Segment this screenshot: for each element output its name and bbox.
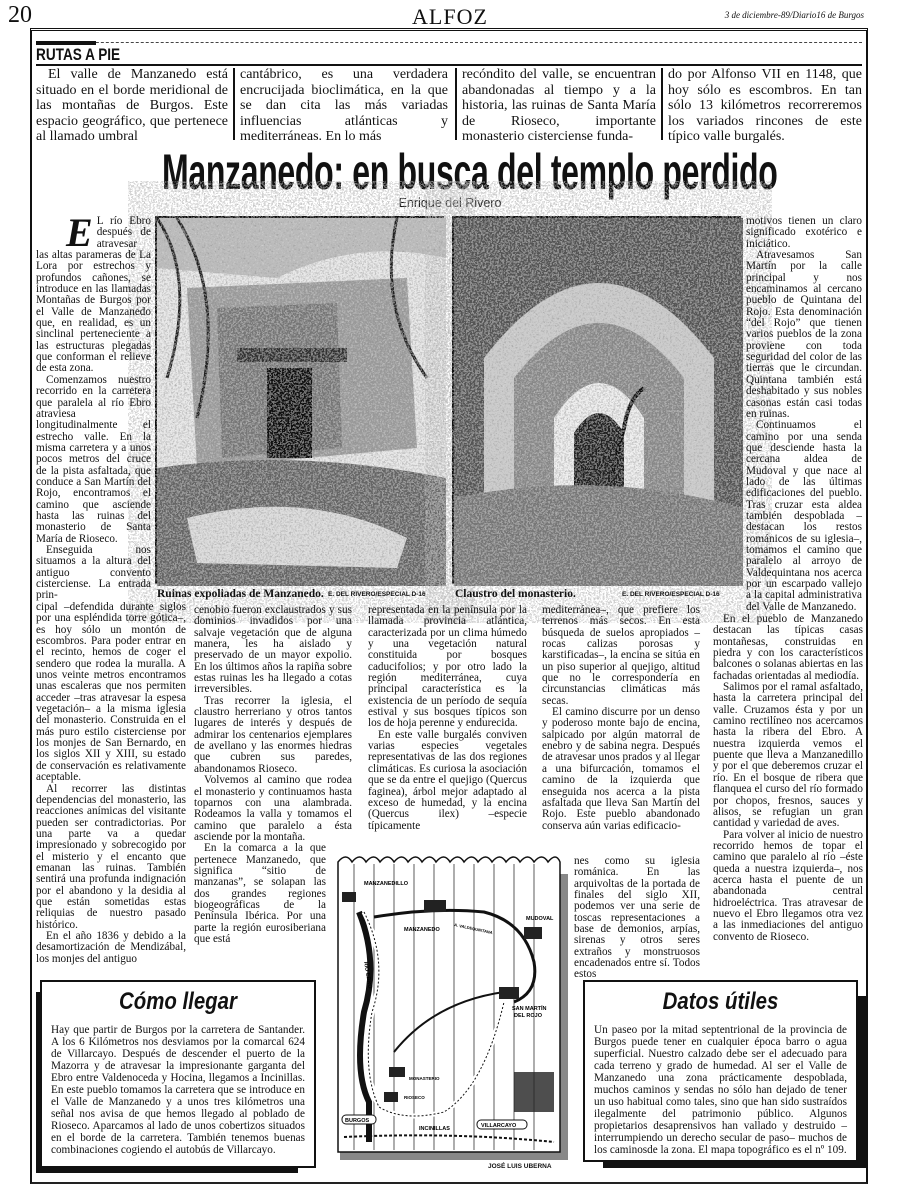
photo-ruins-manzanedo — [155, 216, 444, 584]
map-label: INCINILLAS — [419, 1126, 450, 1132]
article-col-4-narrow — [574, 855, 700, 981]
photo-credit: E. DEL RIVERO/ESPECIAL D-16 — [622, 591, 720, 598]
article-left-bottom — [36, 602, 186, 974]
paragraph: En el año 1836 y debido a la desamortización de Mendizábal, los monjes del antiguo — [36, 929, 186, 965]
intro-col-4: do por Alfonso VII en 1148, que hoy sólo es escombros. En tan sólo 13 kilómetros recorreremos los variados rincones de este típico valle burgalés. — [668, 67, 862, 145]
headline: Manzanedo: en busca del templo perdido — [162, 144, 778, 200]
paragraph: cenobio fueron exclaustrados y sus dominios invadidos por una salvaje vegetación que de alguna manera, les ha aislado y preservado de un mayor expolio. En los últimos años la rapiña sobre estas ruinas les ha llegado a cotas irreversibles. — [194, 604, 352, 696]
paragraph: Comenzamos nuestro recorrido en la carretera que paralela al río Ebro atraviesa longitudinalmente el estrecho valle. En la misma carretera y a unos pocos metros del cruce de la pista asfaltada, que conduce a San Martín del Rojo, encontramos el camino que asciende hasta las ruinas del monasterio de Santa María de Rioseco. — [36, 373, 151, 545]
paragraph: Atravesamos San Martín por la calle principal y nos encaminamos al cercano pueblo de Quintana del Rojo. Esta denominación “del Rojo” que tienen varios pueblos de la zona proviene con toda seguridad del color de las tierras que le circundan. Quintana también está deshabitado y sus nobles casonas están casi todas en ruinas. — [746, 249, 862, 420]
photo-cloister-image — [454, 218, 743, 586]
byline: Enrique del Rivero — [398, 196, 502, 210]
paragraph: En el pueblo de Manzanedo destacan las típicas casas montañesas, construidas en piedra y con los característicos balcones o solanas abiertas en las fachadas orientadas al mediodía. — [713, 613, 863, 682]
map-label: RÍO EBRO — [362, 961, 373, 990]
paragraph: motivos tienen un claro significado exotérico e iniciático. — [746, 215, 862, 250]
article-col-3 — [368, 605, 527, 855]
paragraph: nes como su iglesia románica. En las arquivoltas de la portada de finales del siglo XII, podemos ver una serie de toscas representaciones a base de demonios, arpías, sirenas y otros seres extraños y monstruosos encadenados entre sí. Todos estos — [574, 855, 700, 981]
map-label: MUDOVAL — [526, 916, 554, 922]
map-label: A. VALDEQUINTANA — [453, 922, 494, 936]
datos-utiles-box — [583, 980, 858, 1162]
map-label: MONASTERIO — [409, 1076, 440, 1081]
paragraph: L río Ebro después de atravesar las altas parameras de La Lora por estrechos y profundos cañones, se introduce en las llamadas Montañas de Burgos por el Valle de Manzanedo que, en realidad, es un sinclinal perteneciente a las estructuras plegadas que conforman el relieve de esta zona. — [36, 215, 151, 375]
paragraph: El camino discurre por un denso y poderoso monte bajo de encina, salpicado por algún matorral de enebro y de sabina negra. Después de atravesar unos prados y al llegar a una bifurcación, tomamos el camino de la izquierda que enseguida nos acerca a la pista asfaltada que lleva San Martín del Rojo. Este pueblo abandonado conserva aún varias edificacio- — [542, 706, 700, 832]
map-credit: JOSÉ LUIS UBERNA — [488, 1163, 552, 1170]
article-col-2 — [194, 605, 352, 975]
route-map — [334, 852, 568, 1162]
kicker-rule — [36, 42, 862, 45]
como-llegar-box — [40, 980, 316, 1168]
article-right-top — [746, 215, 862, 613]
photo-credit: E. DEL RIVERO/ESPECIAL D-16 — [328, 591, 426, 598]
map-label: BURGOS — [345, 1118, 370, 1124]
section-title: ALFOZ — [412, 4, 488, 29]
photo-cloister — [452, 216, 741, 584]
paragraph: En la comarca a la que pertenece Manzanedo, que significa “sitio de manzanas”, se solapan las dos grandes regiones biogeográficas de la Península Ibérica. Por una parte la región eurosiberiana que está — [194, 842, 326, 945]
article-left-top — [36, 210, 151, 602]
page-number: 20 — [8, 2, 32, 28]
paragraph: Al recorrer las distintas dependencias del monasterio, las reacciones anímicas del visitante pueden ser contradictorias. Por una parte va a quedar impresionado y sobrecogido por el misterio y el encanto que emanan las ruinas. También sentirá una profunda indignación por el abandono y la desidia al que están sometidas estas reliquias de nuestro pasado histórico. — [36, 782, 186, 931]
kicker: RUTAS A PIE — [36, 45, 121, 64]
como-llegar-title: Cómo llegar — [119, 988, 237, 1015]
datos-utiles-body: Un paseo por la mitad septentrional de la provincia de Burgos puede tener en cualquier época barro o agua superficial. Nuestro calzado debe ser el adecuado para cada terreno y grado de humedad. Al ser el Valle de Manzanedo una zona prácticamente despoblada, muchos caminos y sendas no sólo han dejado de tener un uso habitual como tales, sino que han sido sustraídos ilegalmente del patrimonio público. Algunos propietarios desaprensivos han vallado y destruido –interrumpiendo un derecho secular de paso– muchos de los caminosde la zona. El mapa topográfico es el nº 109. — [594, 1024, 847, 1156]
paragraph: En este valle burgalés conviven varias especies vegetales representativas de las dos regiones climáticas. Es curiosa la asociación que se da entre el quejigo (Quercus faginea), árbol mejor adaptado al exceso de humedad, y la encina (Quercus ilex) –especie típicamente — [368, 728, 527, 832]
article-right-bottom — [713, 614, 863, 976]
map-label: MANZANEDO — [404, 927, 440, 933]
paragraph: Para volver al inicio de nuestro recorrido hemos de topar el camino que paralelo al río –éste queda a nuestra izquierda–, nos acerca hasta el puente de un abandonada central hidroeléctrica. Tras atravesar de nuevo el Ebro llegamos otra vez a las inmediaciones del antiguo convento de Rioseco. — [713, 828, 863, 943]
datos-utiles-title: Datos útiles — [662, 988, 779, 1015]
map-label: SAN MARTÍN — [512, 1006, 547, 1012]
article-col-4 — [542, 605, 700, 855]
paragraph: mediterránea–, que prefiere los terrenos más secos. En esta búsqueda de suelos apropiados –rocas calizas porosas y karstificadas–, la encina se sitúa en un piso superior al quejigo, altitud que no le correspondería en circunstancias climáticas más secas. — [542, 604, 700, 707]
paragraph: Volvemos al camino que rodea el monasterio y continuamos hasta toparnos con una alambrada. Rodeamos la valla y tomamos el camino que paralelo a ésta asciende por la montaña. — [194, 774, 352, 843]
paragraph: representada en la península por la llamada provincia atlántica, caracterizada por un clima húmedo y una vegetación natural constituida por bosques caducifolios; y por otro lado la región mediterránea, cuya principal característica es la existencia de un período de sequía estival y sus bosques típicos son los de hoja perenne y endurecida. — [368, 604, 527, 730]
map-label: DEL ROJO — [514, 1013, 543, 1019]
paragraph: Continuamos el camino por una senda que desciende hasta la cercana aldea de Mudoval y que nace al lado de las últimas edificaciones del pueblo. Tras cruzar esta aldea también despoblada –destacan los restos románicos de su iglesia–, tomamos el camino que paralelo al arroyo de Valdequintana nos acerca por un escarpado vallejo a la capital administrativa del Valle de Manzanedo. — [746, 419, 862, 613]
intro-col-1: El valle de Manzanedo está situado en el borde meridional de las montañas de Burgos. Este espacio geográfico, que pertenece al llamado umbral — [36, 67, 228, 145]
photo-caption: Ruinas expoliadas de Manzanedo. — [157, 588, 324, 600]
paragraph: cipal –defendida durante siglos por una espléndida torre gótica–, es hoy sólo un montón de escombros. Para poder entrar en el recinto, hemos de coger el sendero que rodea la muralla. A unos veinte metros encontramos unas escaleras que nos permiten acceder –tras atravesar la espesa vegetación– a la misma iglesia del monasterio. Construida en el más puro estilo cisterciense por los monjes de San Bernardo, en los siglos XII y XIII, su estado de conservación es relativamente aceptable. — [36, 601, 186, 784]
photo-caption: Claustro del monasterio. — [455, 588, 576, 600]
como-llegar-body: Hay que partir de Burgos por la carretera de Santander. A los 6 Kilómetros nos desviamos por la comarcal 624 de Villarcayo. Después de descender el puerto de la Mazorra y de atravesar la impresionante garganta del Ebro entre Valdenoceda y Hocina, llegamos a Incinillas. En este pueblo tomamos la carretera que se introduce en el Valle de Manzanedo y a unos tres kilómetros una señal nos avisa de que hemos llegado al poblado de Rioseco. Aparcamos al lado de unos cobertizos situados en el borde de la carretera. También tenemos buenas combinaciones cogiendo el autobús de Villarcayo. — [51, 1024, 305, 1156]
drop-cap: E — [66, 210, 93, 255]
paragraph: Tras recorrer la iglesia, el claustro herreriano y otros tantos lugares de interés y después de admirar los centenarios ejemplares de avellano y las enormes hiedras que cubren sus paredes, abandonamos Rioseco. — [194, 694, 352, 775]
map-label: RIOSECO — [404, 1095, 425, 1100]
column-divider — [455, 68, 457, 140]
intro-col-3: recóndito del valle, se encuentran abandonadas al tiempo y a la historia, las ruinas de Santa María de Rioseco, importante monasterio cisterciense funda- — [462, 67, 656, 145]
date-line: 3 de diciembre-89/Diario16 de Burgos — [724, 10, 864, 20]
kicker-underline — [36, 64, 862, 66]
route-map-drawing — [334, 852, 568, 1162]
column-divider — [661, 68, 663, 140]
map-label: MANZANEDILLO — [364, 881, 408, 887]
paragraph: Enseguida nos situamos a la altura del antiguo convento cisterciense. La entrada prin- — [36, 543, 151, 602]
column-divider — [233, 68, 235, 140]
map-label: VILLARCAYO — [481, 1123, 517, 1129]
photo-ruins-image — [157, 218, 446, 586]
paragraph: Salimos por el ramal asfaltado, hasta la carretera principal del valle. Cruzamos ésta y por un camino rectilíneo nos acercamos hasta la ribera del Ebro. A nuestra izquierda vemos el puente que lleva a Manzanedillo y por el que deberemos cruzar el río. En el bosque de ribera que flanquea el curso del río formado por chopos, fresnos, sauces y alisos, se refugian un gran cantidad y variedad de aves. — [713, 681, 863, 830]
intro-col-2: cantábrico, es una verdadera encrucijada bioclimática, en la que se dan cita las más variadas influencias atlánticas y mediterráneas. En lo más — [240, 67, 448, 145]
